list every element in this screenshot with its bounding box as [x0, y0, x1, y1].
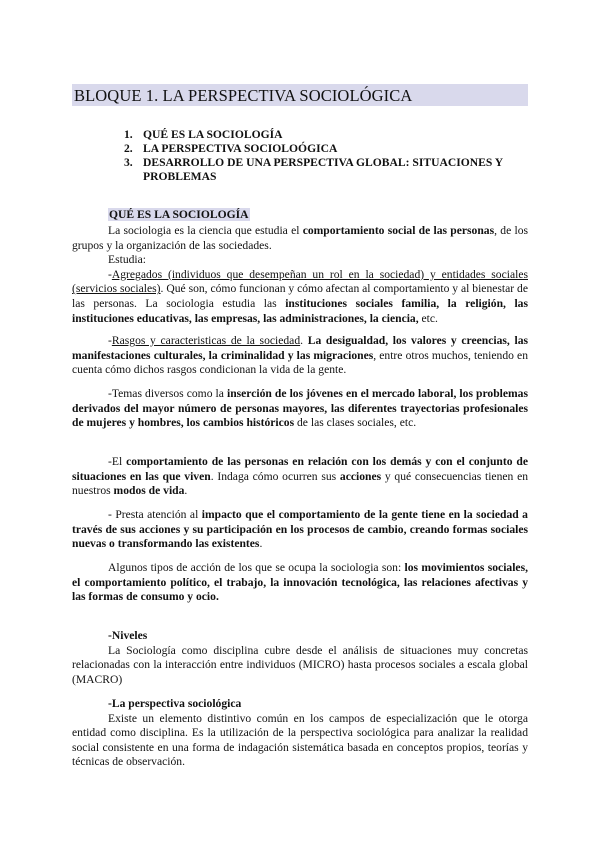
toc-item: [124, 156, 543, 184]
paragraph-definition: [72, 224, 528, 253]
niveles-text: La Sociología como disciplina cubre desde el análisis de situaciones muy concretas relacionadas con la interacción entre individuos (MICRO) hasta procesos sociales a escala global (MACRO): [72, 643, 528, 686]
text-run-bold: modos de vida: [113, 484, 185, 498]
page-title: BLOQUE 1. LA PERSPECTIVA SOCIOLÓGICA: [74, 86, 413, 105]
paragraph-temas: [72, 387, 528, 431]
paragraph-comportamiento: [72, 455, 528, 499]
text-run: - Presta atención al: [108, 508, 202, 521]
paragraph-tipos-accion: [72, 561, 528, 605]
text-run: -: [108, 334, 112, 347]
table-of-contents: [124, 128, 543, 184]
text-run-bold: comportamiento de las personas en relación con los demás y con el conjunto de situaciones en las que viven: [72, 455, 529, 483]
toc-item-number: 3.: [124, 156, 133, 169]
section-heading: QUÉ ES LA SOCIOLOGÍA: [109, 208, 249, 221]
text-run: etc.: [418, 311, 438, 325]
text-run-underlined: Agregados (individuos que desempeñan un rol en la sociedad) y entidades sociales (servicios sociales): [72, 267, 528, 296]
text-run: -: [108, 267, 112, 281]
text-run-bold: impacto que el comportamiento de la gente tiene en la sociedad a través de sus acciones y su participación en los procesos de cambio, creando formas sociales nuevas o transformando las existentes: [72, 508, 528, 551]
text-run: La sociologia es la ciencia que estudia el: [108, 224, 303, 237]
toc-item: [124, 128, 543, 142]
text-run: de las clases sociales, etc.: [294, 416, 417, 430]
text-run: .: [259, 537, 263, 551]
text-run-bold: instituciones sociales familia, la religión, las instituciones educativas, las empresas, las administraciones, la ciencia,: [72, 296, 528, 325]
text-run-bold: inserción de los jóvenes en el mercado laboral, los problemas derivados del mayor número de personas mayores, las diferentes trayectorias profesionales de mujeres y hombres, los cambios históricos: [72, 387, 528, 430]
toc-item: [124, 142, 543, 156]
toc-item-text: QUÉ ES LA SOCIOLOGÍA: [143, 128, 283, 141]
text-run-underlined: Rasgos y caracteristicas de la sociedad: [111, 334, 301, 347]
paragraph-agregados: [72, 268, 528, 326]
text-run: .: [184, 484, 188, 498]
section-body: [72, 224, 528, 326]
text-run: , entre otros muchos, teniendo en cuenta cómo dichos rasgos condicionan la vida de la gente.: [72, 348, 528, 377]
perspectiva-text: Existe un elemento distintivo común en los campos de especialización que le otorga entidad como disciplina. Es la utilización de la perspectiva sociológica para analizar la realidad social consistente en una forma de indagación sistemática basada en conceptos propios, teorías y técnicas de observación.: [72, 711, 528, 769]
text-run: y qué consecuencias tienen en nuestros: [72, 469, 529, 498]
text-run: -El: [108, 455, 127, 468]
niveles-block: [72, 629, 528, 687]
niveles-heading: -Niveles: [108, 629, 148, 642]
paragraph-rasgos: [72, 334, 528, 378]
paragraph-impacto: [72, 508, 528, 552]
text-run-bold: acciones: [339, 469, 382, 483]
toc-item-text: DESARROLLO DE UNA PERSPECTIVA GLOBAL: SITUACIONES Y PROBLEMAS: [143, 156, 503, 183]
text-run: . Qué son, cómo funcionan y cómo afectan al comportamiento y al bienestar de las personas. La sociologia estudia las: [72, 282, 528, 310]
toc-item-number: 1.: [124, 128, 133, 141]
text-run: .: [300, 334, 308, 347]
text-run-bold: La desigualdad, los valores y creencias, las manifestaciones culturales, la criminalidad y las migraciones: [72, 334, 529, 362]
text-run: Algunos tipos de acción de los que se ocupa la sociologia son:: [108, 561, 405, 574]
text-run: , de los grupos y la organización de las sociedades.: [72, 224, 529, 252]
text-run-bold: comportamiento social de las personas: [302, 224, 495, 237]
toc-item-text: LA PERSPECTIVA SOCIOLOÓGICA: [143, 142, 338, 155]
paragraph-estudia: Estudia:: [108, 253, 146, 267]
text-run: . Indaga cómo ocurren sus: [210, 469, 340, 483]
text-run-bold: los movimientos sociales, el comportamiento político, el trabajo, la innovación tecnológica, las relaciones afectivas y las formas de consumo y ocio.: [72, 561, 528, 604]
perspectiva-heading: -La perspectiva sociológica: [108, 697, 242, 710]
text-run: -Temas diversos como la: [108, 387, 227, 400]
toc-item-number: 2.: [124, 142, 133, 155]
perspectiva-block: [72, 697, 528, 770]
